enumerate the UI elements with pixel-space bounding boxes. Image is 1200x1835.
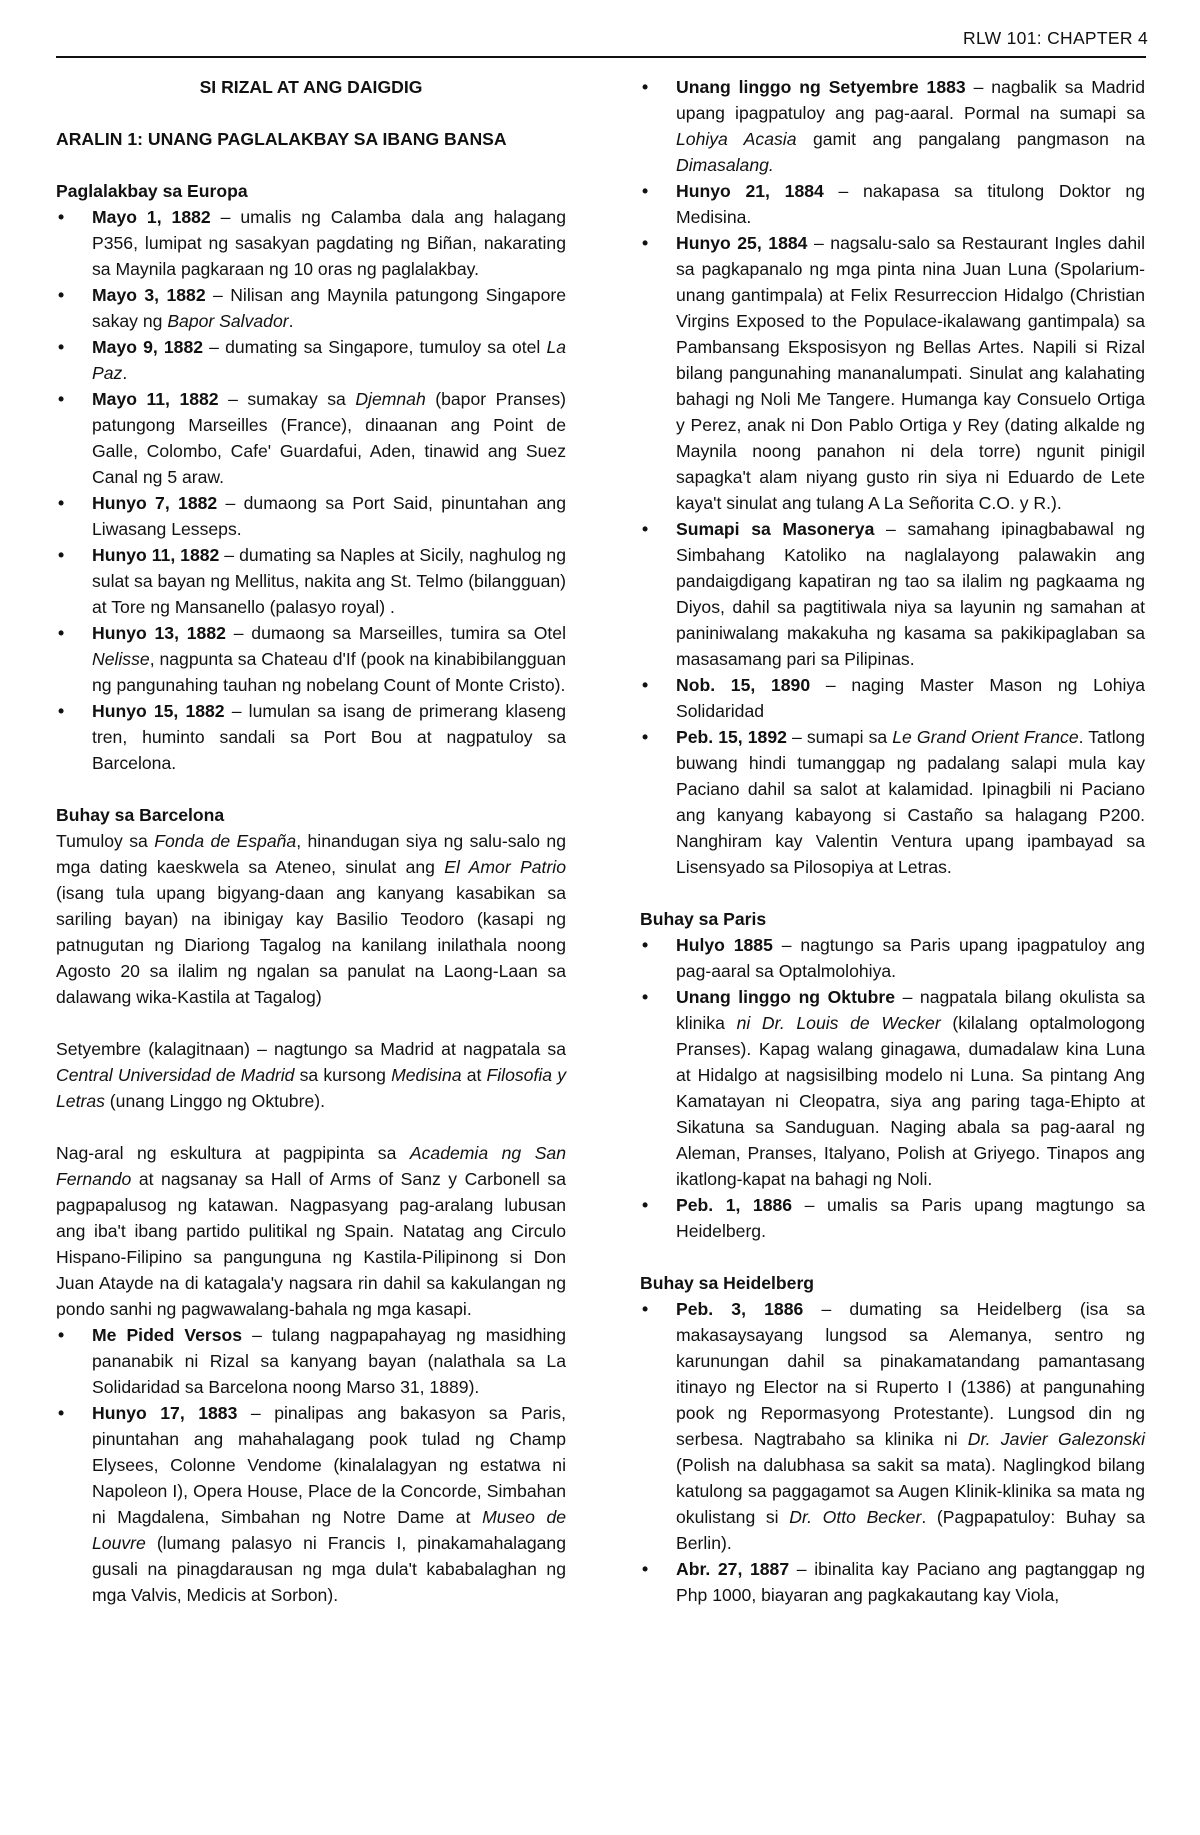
bullet-icon: • (58, 545, 65, 565)
barcelona-event-list-left (56, 1322, 566, 1608)
list-item: • Sumapi sa Masonerya – samahang ipinagbabawal ng Simbahang Katoliko na naglalayong palawakin ang pandaigdigang kapatiran ng tao sa ilalim ng pagkaama ng Diyos, dahil sa pagtitiwala niya sa layunin ng samahan at paniniwalang makakuha ng kasama sa pakikipaglaban sa masasamang pari sa Pilipinas. (640, 516, 1145, 672)
bullet-icon: • (58, 389, 65, 409)
barcelona-paragraph-3: Nag-aral ng eskultura at pagpipinta sa Academia ng San Fernando at nagsanay sa Hall of Arms of Sanz y Carbonell sa pagpapalusog ng katawan. Nagpasyang pag-aralang lubusan ang iba't ibang partido pulitikal ng Spain. Natatag ang Circulo Hispano-Filipino sa pangunguna ng Kastila-Pilipinong si Don Juan Atayde na di katagala'y nagsara rin dahil sa kakulangan ng pondo sanhi ng pagwawalang-bahala ng mga kasapi. (56, 1143, 566, 1319)
bullet-icon: • (58, 285, 65, 305)
list-item: • Me Pided Versos – tulang nagpapahayag ng masidhing pananabik ni Rizal sa kanyang bayan (nalathala sa La Solidaridad sa Barcelona noong Marso 31, 1889). (56, 1322, 566, 1400)
list-item: • Mayo 11, 1882 – sumakay sa Djemnah (bapor Pranses) patungong Marseilles (France), dinaanan ang Point de Galle, Colombo, Cafe' Guardafui, Aden, tinawid ang Suez Canal ng 5 araw. (56, 386, 566, 490)
bullet-icon: • (642, 987, 649, 1007)
list-item: • Peb. 15, 1892 – sumapi sa Le Grand Orient France. Tatlong buwang hindi tumanggap ng padalang salapi mula kay Paciano dahil sa salot at kalamidad. Ipinagbili ni Paciano ang kanyang kabayong si Castaño sa halagang P200. Nanghiram kay Valentin Ventura upang ipambayad sa Lisensyado sa Pilosopiya at Letras. (640, 724, 1145, 880)
list-item: • Abr. 27, 1887 – ibinalita kay Paciano ang pagtanggap ng Php 1000, biayaran ang pagkakautang kay Viola, (640, 1556, 1145, 1608)
bullet-icon: • (58, 493, 65, 513)
list-item: • Hunyo 25, 1884 – nagsalu-salo sa Restaurant Ingles dahil sa pagkapanalo ng mga pinta nina Juan Luna (Spolarium-unang gantimpala) at Felix Resurreccion Hidalgo (Christian Virgins Exposed to the Populace-ikalawang gantimpala) sa Pambansang Eksposisyon ng Bellas Artes. Napili si Rizal bilang pangunahing mananalumpati. Sinulat ang kalahating bahagi ng Noli Me Tangere. Humanga kay Consuelo Ortiga y Perez, anak ni Don Pablo Ortiga y Rey (dating alkalde ng Maynila noong panahon ni dela torre) ngunit pinigil sapagka't alam niyang gusto rin siya ni Eduardo de Lete kaya't sinulat ang tulang A La Señorita C.O. y R.). (640, 230, 1145, 516)
section-heading-paris: Buhay sa Paris (640, 909, 767, 929)
bullet-icon: • (58, 1403, 65, 1423)
bullet-icon: • (642, 233, 649, 253)
bullet-icon: • (642, 77, 649, 97)
list-item: • Hulyo 1885 – nagtungo sa Paris upang ipagpatuloy ang pag-aaral sa Optalmolohiya. (640, 932, 1145, 984)
bullet-icon: • (642, 1195, 649, 1215)
list-item: • Peb. 3, 1886 – dumating sa Heidelberg (isa sa makasaysayang lungsod sa Alemanya, sentro ng karunungan dahil sa pinakamatandang pamantasang itinayo ng Elector na si Ruperto I (1386) at pangunahing pook ng Repormasyong Protestante). Lungsod din ng serbesa. Nagtrabaho sa klinika ni Dr. Javier Galezonski (Polish na dalubhasa sa sakit sa mata). Naglingkod bilang katulong sa paggagamot sa Augen Klinik-klinika sa mata ng okulistang si Dr. Otto Becker. (Pagpapatuloy: Buhay sa Berlin). (640, 1296, 1145, 1556)
section-heading-heidelberg: Buhay sa Heidelberg (640, 1273, 815, 1293)
list-item: • Hunyo 11, 1882 – dumating sa Naples at Sicily, naghulog ng sulat sa bayan ng Mellitus, nakita ang St. Telmo (bilangguan) at Tore ng Mansanello (palasyo royal) . (56, 542, 566, 620)
section-heading-europe: Paglalakbay sa Europa (56, 181, 248, 201)
bullet-icon: • (58, 337, 65, 357)
bullet-icon: • (58, 207, 65, 227)
bullet-icon: • (642, 727, 649, 747)
header-rule (56, 56, 1146, 58)
list-item: • Mayo 1, 1882 – umalis ng Calamba dala ang halagang P356, lumipat ng sasakyan pagdating ng Biñan, nakarating sa Maynila pagkaraan ng 10 oras ng paglalakbay. (56, 204, 566, 282)
list-item: • Hunyo 7, 1882 – dumaong sa Port Said, pinuntahan ang Liwasang Lesseps. (56, 490, 566, 542)
bullet-icon: • (642, 181, 649, 201)
paris-event-list (640, 932, 1145, 1244)
bullet-icon: • (642, 1299, 649, 1319)
barcelona-paragraph-1: Tumuloy sa Fonda de España, hinandugan siya ng salu-salo ng mga dating kaeskwela sa Ateneo, sinulat ang El Amor Patrio (isang tula upang bigyang-daan ang kanyang kasabikan sa sariling bayan) na ibinigay kay Basilio Teodoro (kasapi ng patnugutan ng Diariong Tagalog na kanilang inilathala noong Agosto 20 sa ilalim ng ngalan sa panulat na Laong-Laan sa dalawang wika-Kastila at Tagalog) (56, 831, 566, 1007)
left-column (56, 74, 566, 1608)
list-item: • Mayo 3, 1882 – Nilisan ang Maynila patungong Singapore sakay ng Bapor Salvador. (56, 282, 566, 334)
lesson-title: ARALIN 1: UNANG PAGLALAKBAY SA IBANG BANSA (56, 129, 507, 149)
bullet-icon: • (58, 623, 65, 643)
europe-event-list (56, 204, 566, 776)
heidelberg-event-list (640, 1296, 1145, 1608)
list-item: • Mayo 9, 1882 – dumating sa Singapore, tumuloy sa otel La Paz. (56, 334, 566, 386)
barcelona-event-list-right (640, 74, 1145, 880)
bullet-icon: • (58, 1325, 65, 1345)
bullet-icon: • (58, 701, 65, 721)
chapter-header: RLW 101: CHAPTER 4 (963, 28, 1148, 48)
bullet-icon: • (642, 1559, 649, 1579)
list-item: • Peb. 1, 1886 – umalis sa Paris upang magtungo sa Heidelberg. (640, 1192, 1145, 1244)
document-title: SI RIZAL AT ANG DAIGDIG (199, 77, 423, 97)
list-item: • Hunyo 17, 1883 – pinalipas ang bakasyon sa Paris, pinuntahan ang mahahalagang pook tulad ng Champ Elysees, Colonne Vendome (kinalalagyan ng estatwa ni Napoleon I), Opera House, Place de la Concorde, Simbahan ni Magdalena, Simbahan ng Notre Dame at Museo de Louvre (lumang palasyo ni Francis I, pinakamahalagang gusali na pinagdarausan ng mga dula't kababalaghan ng mga Valvis, Medicis at Sorbon). (56, 1400, 566, 1608)
list-item: • Unang linggo ng Oktubre – nagpatala bilang okulista sa klinika ni Dr. Louis de Wecker (kilalang optalmologong Pranses). Kapag walang ginagawa, dumadalaw kina Luna at Hidalgo at nagsisilbing modelo ni Luna. Sa pintang Ang Kamatayan ni Cleopatra, siya ang paring taga-Ehipto at Sikatuna sa Sanduguan. Naging abala sa pag-aaral ng Aleman, Pranses, Italyano, Polish at Griyego. Tinapos ang ikatlong-kapat na bahagi ng Noli. (640, 984, 1145, 1192)
list-item: • Hunyo 15, 1882 – lumulan sa isang de primerang klaseng tren, huminto sandali sa Port Bou at nagpatuloy sa Barcelona. (56, 698, 566, 776)
right-column (640, 74, 1145, 1608)
bullet-icon: • (642, 675, 649, 695)
list-item: • Hunyo 13, 1882 – dumaong sa Marseilles, tumira sa Otel Nelisse, nagpunta sa Chateau d'If (pook na kinabibilangguan ng pangunahing tauhan ng nobelang Count of Monte Cristo). (56, 620, 566, 698)
barcelona-paragraph-2: Setyembre (kalagitnaan) – nagtungo sa Madrid at nagpatala sa Central Universidad de Madrid sa kursong Medisina at Filosofia y Letras (unang Linggo ng Oktubre). (56, 1039, 566, 1111)
section-heading-barcelona: Buhay sa Barcelona (56, 805, 225, 825)
list-item: • Hunyo 21, 1884 – nakapasa sa titulong Doktor ng Medisina. (640, 178, 1145, 230)
list-item: • Nob. 15, 1890 – naging Master Mason ng Lohiya Solidaridad (640, 672, 1145, 724)
bullet-icon: • (642, 519, 649, 539)
bullet-icon: • (642, 935, 649, 955)
list-item: • Unang linggo ng Setyembre 1883 – nagbalik sa Madrid upang ipagpatuloy ang pag-aaral. Pormal na sumapi sa Lohiya Acasia gamit ang pangalang pangmason na Dimasalang. (640, 74, 1145, 178)
